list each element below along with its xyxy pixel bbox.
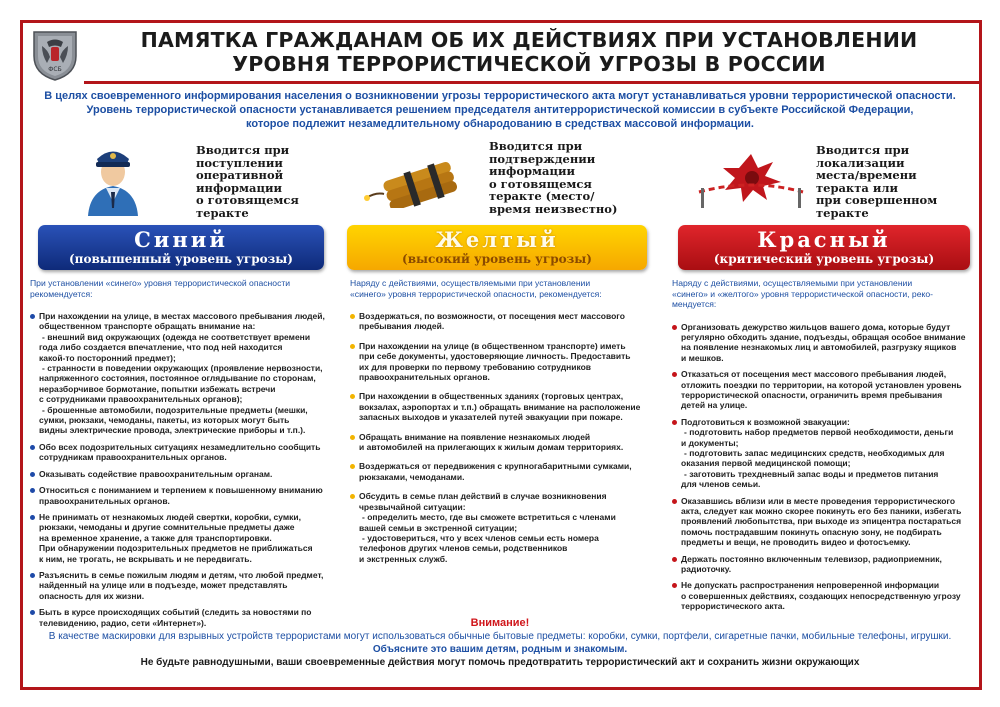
- banner-red-name: Красный: [757, 227, 891, 252]
- list-item-line: года либо создается впечатление, что под ней находится: [39, 342, 283, 353]
- list-item-line: - удостовериться, что у всех членов семьи есть номера: [362, 532, 599, 543]
- list-item: [30, 442, 330, 463]
- list-item-line: помочь пострадавшим покинуть опасную зону, не подбирать: [681, 526, 942, 537]
- list-item-line: для членов семьи.: [681, 479, 761, 490]
- list-item-line: Отказаться от посещения мест массового пребывания людей,: [681, 369, 947, 380]
- list-item-line: рюкзаки, чемоданы и другие сомнительные предметы даже: [39, 522, 295, 533]
- list-item-line: общественном транспорте обращать внимание на:: [39, 321, 256, 332]
- list-item-line: сумки, рюкзаки, чемоданы, пакеты, из которых могут быть: [39, 415, 290, 426]
- column-yellow-list: [350, 311, 650, 564]
- list-item-line: - определить место, где вы сможете встретиться с членами: [362, 512, 616, 523]
- intro-line-2: Уровень террористической опасности устанавливается решением председателя антитеррористической комиссии в субъекте Российской Федерации,: [86, 104, 914, 116]
- list-item: [350, 311, 650, 332]
- list-item-line: вашей семьи в экстренной ситуации;: [359, 522, 518, 533]
- eagle-shield-emblem-icon: [30, 26, 80, 82]
- column-blue-list: [30, 311, 330, 628]
- list-item-line: При нахождении на улице (в общественном транспорте) иметь: [359, 340, 626, 351]
- list-item-line: Разъяснить в семье пожилым людям и детям, что любой предмет,: [39, 569, 324, 580]
- list-item-line: При обнаружении подозрительных предметов не приближаться: [39, 543, 313, 554]
- banner-yellow-name: Желтый: [435, 227, 559, 252]
- emblem-lettering: ФСБ: [48, 66, 62, 73]
- list-item-line: - брошенные автомобили, подозрительные предметы (мешки,: [42, 404, 308, 415]
- list-item: [30, 469, 330, 479]
- title-line-2: УРОВНЯ ТЕРРОРИСТИЧЕСКОЙ УГРОЗЫ В РОССИИ: [232, 52, 826, 76]
- list-item: [672, 496, 977, 548]
- list-item-line: опасность для их жизни.: [39, 590, 145, 601]
- list-item-line: Относиться с пониманием и терпением к повышенному вниманию: [39, 485, 323, 496]
- list-item-line: видны электрические провода, электрические приборы и т.п.).: [39, 425, 306, 436]
- list-item-line: неразборчивое бормотание, попытки избежать встречи: [39, 383, 276, 394]
- list-item-line: Не допускать распространения непроверенной информации: [681, 580, 940, 591]
- list-item-line: оказания первой медицинской помощи;: [681, 458, 851, 469]
- list-item-line: телевидению, радио, сети «Интернет»).: [39, 617, 207, 628]
- list-item-line: вокзалах, аэропортах и т.п.) обращать внимание на расположение: [359, 401, 641, 412]
- list-item-line: Подготовиться к возможной эвакуации:: [681, 416, 850, 427]
- list-item-line: на временное хранение, а также для транспортировки.: [39, 532, 272, 543]
- intro-line-1: В целях своевременного информирования населения о возникновении угрозы террористического акта могут устанавливаться уровни террористической опасности.: [44, 90, 956, 102]
- list-item-line: При нахождении в общественных зданиях (торговых центрах,: [359, 391, 624, 402]
- list-item-line: правоохранительных органов.: [359, 372, 490, 383]
- list-item-line: - внешний вид окружающих (одежда не соответствует времени: [42, 331, 311, 342]
- banner-yellow-level: [347, 225, 647, 270]
- list-item-line: регулярно обходить здание, подъезды, обращая особое внимание: [681, 331, 966, 342]
- explosion-cordon-icon: [695, 148, 807, 210]
- banner-yellow-sub: (высокий уровень угрозы): [402, 252, 592, 266]
- attention-title: Внимание!: [470, 617, 530, 629]
- list-item-line: их для проверки по первому требованию сотрудников: [359, 361, 592, 372]
- list-item-line: и автомобилей на прилегающих к жилым домам территориях.: [359, 442, 624, 453]
- list-item-line: детей на улице.: [681, 400, 748, 411]
- list-item-line: Воздержаться, по возможности, от посещения мест массового: [359, 311, 625, 321]
- list-item-line: - заготовить трехдневный запас воды и предметов питания: [684, 468, 939, 479]
- column-red: [672, 278, 977, 618]
- page-title: [84, 28, 974, 76]
- list-item-line: Обсудить в семье план действий в случае возникновения: [359, 491, 607, 502]
- banner-blue-name: Синий: [134, 227, 228, 252]
- list-item-line: пребывания людей.: [359, 321, 445, 332]
- list-item-line: Не принимать от незнакомых людей свертки, коробки, сумки,: [39, 511, 302, 522]
- list-item-line: предметы и вещи, не проводить видео и фотосъемку.: [681, 537, 911, 548]
- column-yellow-intro: Наряду с действиями, осуществляемыми при установлении «синего» уровня террористической опасности, рекомендуется:: [350, 278, 602, 299]
- list-item-line: террористического акта.: [681, 601, 785, 612]
- list-item-line: радиоточку.: [681, 564, 732, 575]
- list-item-line: найденный на улице или в подъезде, может представлять: [39, 580, 288, 591]
- list-item-line: Быть в курсе происходящих событий (следить за новостями по: [39, 607, 312, 618]
- list-item-line: какой-то посторонний предмет);: [39, 352, 176, 363]
- list-item-line: Держать постоянно включенным телевизор, радиоприемник,: [681, 553, 942, 564]
- list-item-line: рюкзаками, чемоданами.: [359, 471, 465, 482]
- column-red-intro: Наряду с действиями, осуществляемыми при установлении «синего» и «желтого» уровня террористической опасности, реко- мендуется:: [672, 278, 933, 309]
- list-item: [672, 580, 977, 611]
- list-item-line: акта, следует как можно скорее покинуть его без паники, избегать: [681, 506, 962, 516]
- list-item-line: на появление незнакомых лиц и автомобилей, разгрузку ящиков: [681, 342, 957, 353]
- list-item-line: проявлений любопытства, при выходе из эпицентра постараться: [681, 516, 962, 527]
- list-item: [672, 322, 977, 364]
- intro-text: [30, 89, 970, 131]
- list-item-line: и мешков.: [681, 352, 724, 363]
- attention-line-1: В качестве маскировки для взрывных устройств террористами могут использоваться обычные бытовые предметы: коробки, сумки, портфели, сигаретные пачки, мобильные телефоны, игрушки.: [48, 631, 952, 642]
- list-item-line: запасных выходов и указателей путей эвакуации при пожаре.: [359, 412, 623, 423]
- banner-blue-sub: (повышенный уровень угрозы): [69, 252, 293, 266]
- attention-line-3: Не будьте равнодушными, ваши своевременные действия могут помочь предотвратить террористический акт и сохранить жизни окружающих: [140, 657, 860, 668]
- column-blue-intro: При установлении «синего» уровня террористической опасности рекомендуется:: [30, 278, 291, 299]
- list-item-line: при себе документы, удостоверяющие личность. Предоставить: [359, 351, 631, 362]
- list-item: [350, 341, 650, 383]
- list-item-line: и экстренных служб.: [359, 553, 448, 564]
- level-description-red: Вводится при локализации места/времени теракта или при совершенном теракте: [816, 143, 938, 220]
- list-item: [30, 485, 330, 506]
- list-item: [350, 461, 650, 482]
- list-item-line: к ним, не трогать, не вскрывать и не передвигать.: [39, 553, 252, 564]
- list-item-line: правоохранительных органов.: [39, 495, 170, 506]
- list-item: [350, 491, 650, 564]
- banner-red-level: [678, 225, 970, 270]
- attention-line-2: Объясните это вашим детям, родным и знакомым.: [372, 644, 628, 655]
- dynamite-icon: [362, 152, 474, 208]
- list-item-line: отложить поездки по территории, на которой установлен уровень: [681, 379, 962, 390]
- list-item-line: телефонов других членов семьи, родственников: [359, 543, 568, 554]
- attention-block: [30, 617, 970, 669]
- list-item-line: При нахождении на улице, в местах массового пребывания людей,: [39, 311, 325, 321]
- list-item: [30, 311, 330, 436]
- list-item-line: Оказавшись вблизи или в месте проведения террористического: [681, 495, 956, 506]
- list-item-line: Организовать дежурство жильцов вашего дома, которые будут: [681, 321, 951, 332]
- list-item-line: сотрудникам правоохранительных органов.: [39, 452, 227, 463]
- title-line-1: ПАМЯТКА ГРАЖДАНАМ ОБ ИХ ДЕЙСТВИЯХ ПРИ УСТАНОВЛЕНИИ: [140, 28, 918, 52]
- intro-line-3: которое подлежит незамедлительному обнародованию в средствах массовой информации.: [246, 118, 754, 130]
- list-item-line: Оказывать содействие правоохранительным органам.: [39, 468, 273, 479]
- column-blue: [30, 278, 330, 634]
- list-item-line: о совершенных действиях, создающих непосредственную угрозу: [681, 590, 961, 601]
- list-item: [672, 554, 977, 575]
- banner-blue-level: [38, 225, 324, 270]
- list-item: [350, 391, 650, 422]
- title-divider: [84, 81, 980, 84]
- police-officer-icon: [78, 138, 148, 216]
- list-item: [350, 432, 650, 453]
- list-item-line: Обращать внимание на появление незнакомых людей: [359, 431, 591, 442]
- list-item-line: Обо всех подозрительных ситуациях незамедлительно сообщить: [39, 441, 321, 452]
- list-item-line: напряженного состояния, постоянное оглядывание по сторонам,: [39, 373, 316, 384]
- level-description-yellow: Вводится при подтверждении информации о готовящемся теракте (место/ время неизвестно): [489, 139, 618, 216]
- list-item: [30, 570, 330, 601]
- list-item-line: и документы;: [681, 437, 739, 448]
- list-item-line: террористической опасности, ограничить время пребывания: [681, 389, 943, 400]
- list-item: [672, 417, 977, 490]
- level-description-blue: Вводится при поступлении оперативной информации о готовящемся теракте: [196, 143, 299, 220]
- banner-red-sub: (критический уровень угрозы): [713, 252, 935, 266]
- list-item-line: - подготовить набор предметов первой необходимости, деньги: [684, 427, 954, 438]
- column-yellow: [350, 278, 650, 573]
- list-item-line: - странности в поведении окружающих (проявление нервозности,: [42, 363, 323, 374]
- list-item-line: чрезвычайной ситуации:: [359, 501, 466, 512]
- list-item-line: с сотрудниками правоохранительных органов);: [39, 394, 243, 405]
- list-item-line: - подготовить запас медицинских средств, необходимых для: [684, 447, 945, 458]
- list-item-line: Воздержаться от передвижения с крупногабаритными сумками,: [359, 461, 632, 472]
- column-red-list: [672, 322, 977, 612]
- list-item: [30, 512, 330, 564]
- list-item: [672, 369, 977, 411]
